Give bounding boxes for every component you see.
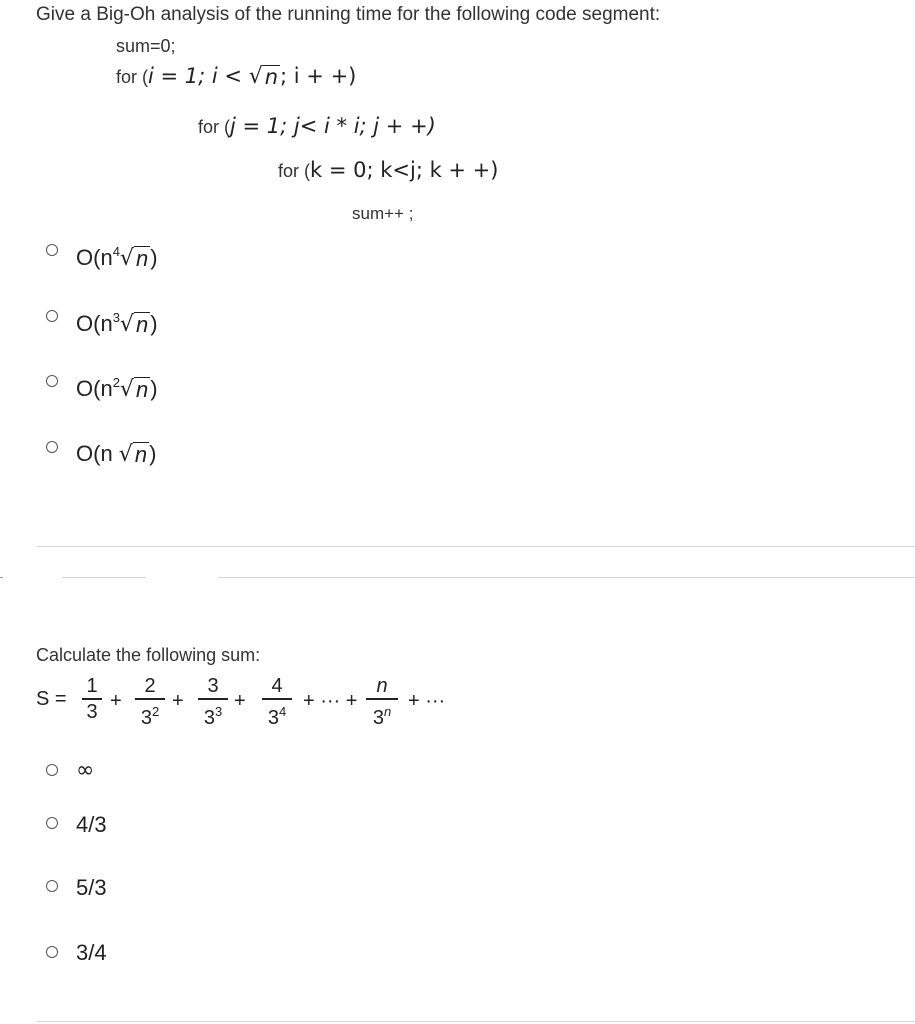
- q2-option-3-label[interactable]: 5/3: [76, 875, 107, 900]
- ellipsis-end: + ···: [408, 690, 446, 712]
- code-line-2: [116, 64, 356, 88]
- q2-option-3-radio[interactable]: [46, 880, 58, 892]
- ellipsis-mid: + ··· +: [303, 690, 358, 712]
- q1-option-4-label[interactable]: O(n √ n ): [76, 441, 157, 467]
- q1-option-3-radio[interactable]: [46, 375, 58, 387]
- sqrt-n: √ n: [248, 64, 279, 89]
- plus-1: +: [110, 690, 122, 712]
- q2-option-1-label[interactable]: ∞: [76, 758, 95, 783]
- code-line-4: [278, 158, 498, 182]
- code-loop-j: j = 1; j< i * i; j + +): [230, 114, 436, 138]
- divider-segment-2: [218, 577, 915, 578]
- q1-option-2-radio[interactable]: [46, 310, 58, 322]
- code-line-1: sum=0;: [116, 36, 176, 56]
- code-line-3: [198, 114, 436, 138]
- term-n: n 3$^n$: [366, 676, 398, 729]
- question-2-prompt: Calculate the following sum:: [36, 645, 261, 665]
- code-for-keyword: for (: [198, 117, 231, 137]
- sum-lhs: S =: [36, 688, 67, 710]
- q2-option-1-radio[interactable]: [46, 764, 58, 776]
- question-1-prompt: Give a Big-Oh analysis of the running time for the following code segment:: [36, 4, 661, 25]
- divider-bottom: [36, 1021, 915, 1022]
- code-loop-i-increment: ; i + +): [280, 64, 357, 88]
- divider-edge-mark: [0, 577, 3, 578]
- q2-option-2-radio[interactable]: [46, 817, 58, 829]
- divider-segment-1: [62, 577, 146, 578]
- q1-option-4-radio[interactable]: [46, 441, 58, 453]
- q2-option-2-label[interactable]: 4/3: [76, 812, 107, 837]
- term-2: 2 $3^2$: [135, 676, 165, 729]
- code-for-keyword: for (: [116, 67, 149, 87]
- code-line-5: sum++ ;: [352, 204, 414, 223]
- divider-top: [36, 546, 915, 547]
- q1-option-3-label[interactable]: $O(n^2$ √ n ): [76, 375, 158, 402]
- term-1: 1 3: [82, 676, 102, 723]
- q1-option-1-radio[interactable]: [46, 244, 58, 256]
- term-4: 4 $3^4$: [262, 676, 292, 729]
- q2-option-4-label[interactable]: 3/4: [76, 940, 107, 965]
- code-loop-i-condition: i = 1; i <: [148, 64, 249, 88]
- q1-option-2-label[interactable]: $O(n^3$ √ n ): [76, 310, 158, 337]
- code-loop-k: k = 0; k<j; k + +): [310, 158, 499, 182]
- q1-option-1-label[interactable]: $O(n^4$ √ n ): [76, 244, 158, 271]
- code-for-keyword: for (: [278, 161, 311, 181]
- plus-3: +: [234, 690, 246, 712]
- plus-2: +: [172, 690, 184, 712]
- q2-option-4-radio[interactable]: [46, 946, 58, 958]
- term-3: 3 $3^3$: [198, 676, 228, 729]
